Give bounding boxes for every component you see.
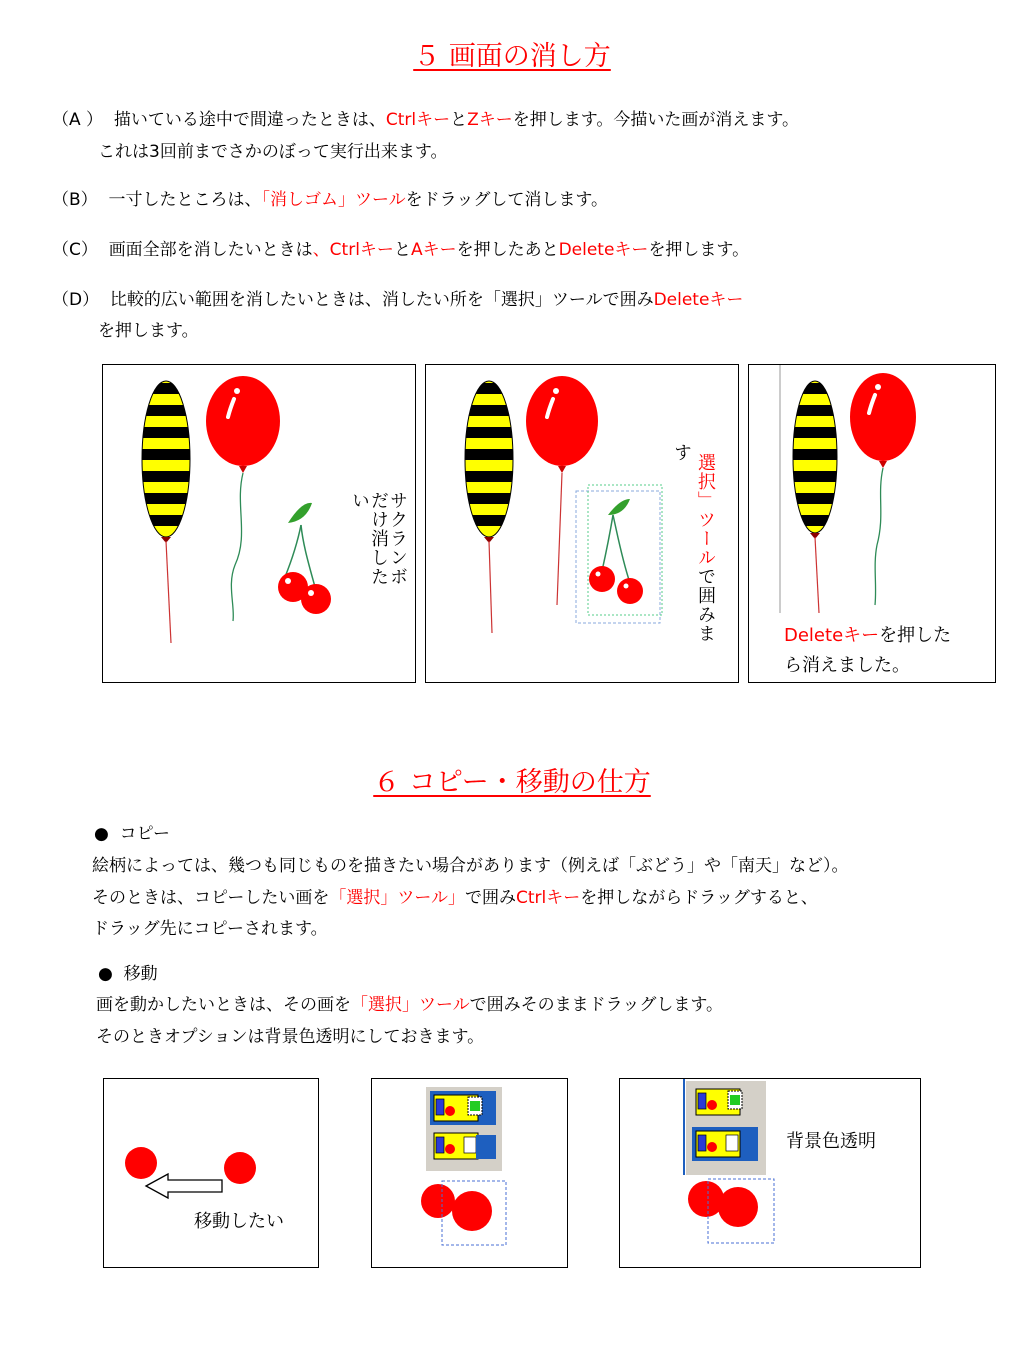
para-a: （A ） 描いている途中で間違ったときは、CtrlキーとZキーを押します。今描いた画が消えます。 — [52, 110, 800, 130]
toolbar-opaque-icon — [430, 1091, 496, 1125]
panel2-note-top: す — [671, 443, 692, 462]
move-panel1-drawing — [104, 1079, 320, 1269]
panel1-note: サクランボ だけ消した い — [349, 491, 408, 586]
erase-panel-after — [748, 364, 996, 683]
move-panel1-note: 移動したい — [194, 1211, 284, 1232]
bee-icon — [133, 381, 203, 643]
toolbar-opaque-icon — [696, 1089, 742, 1115]
toolbar-transparent-icon — [692, 1127, 758, 1161]
move-panel2-drawing — [372, 1079, 569, 1269]
toolbar-transparent-icon — [434, 1133, 496, 1159]
panel2-drawing — [426, 365, 740, 684]
copy-line1: 絵柄によっては、幾つも同じものを描きたい場合があります（例えば「ぶどう」や「南天」など）。 — [92, 856, 849, 876]
para-c: （C） 画面全部を消したいときは、CtrlキーとAキーを押したあとDeleteキーを押します。 — [52, 240, 750, 260]
erase-panel-select — [425, 364, 739, 683]
para-a-line2: これは3回前までさかのぼって実行出来ます。 — [98, 142, 448, 162]
circle-icon — [421, 1184, 455, 1218]
circle-icon — [718, 1187, 758, 1227]
bee-icon — [789, 381, 849, 613]
move-panel-before — [103, 1078, 319, 1268]
copy-line2: そのときは、コピーしたい画を「選択」ツール」で囲みCtrlキーを押しながらドラッグすると、 — [92, 888, 818, 908]
move-line1: 画を動かしたいときは、その画を「選択」ツールで囲みそのままドラッグします。 — [96, 995, 723, 1015]
move-panel-transparent — [619, 1078, 921, 1268]
move-panel-opaque — [371, 1078, 568, 1268]
para-d-line2: を押します。 — [98, 321, 199, 341]
copy-line3: ドラッグ先にコピーされます。 — [92, 919, 328, 939]
erase-panel-before — [102, 364, 416, 683]
circle-icon — [125, 1147, 157, 1179]
section6-title: ６ コピー・移動の仕方 — [373, 767, 651, 798]
panel2-note: 選択」ツールで囲みま — [695, 453, 716, 643]
balloon-icon — [206, 376, 280, 621]
move-panel3-drawing — [620, 1079, 922, 1269]
bee-icon — [456, 381, 526, 633]
balloon-icon — [850, 373, 916, 605]
circle-icon — [224, 1152, 256, 1184]
para-b: （B） 一寸したところは、「消しゴム」ツールをドラッグして消します。 — [52, 190, 608, 210]
panel3-note: Deleteキーを押した ら消えました。 — [784, 625, 952, 676]
copy-heading: ● コピー — [94, 824, 170, 844]
move-panel3-note: 背景色透明 — [786, 1131, 876, 1152]
para-d: （D） 比較的広い範囲を消したいときは、消したい所を「選択」ツールで囲みDeleteキー — [52, 290, 744, 310]
circle-icon — [452, 1191, 492, 1231]
cherry-icon — [278, 503, 331, 614]
arrow-left-icon — [146, 1174, 222, 1198]
cherry-icon — [589, 499, 643, 604]
section5-title: ５ 画面の消し方 — [413, 41, 611, 72]
move-heading: ● 移動 — [98, 964, 158, 984]
move-line2: そのときオプションは背景色透明にしておきます。 — [96, 1027, 485, 1047]
